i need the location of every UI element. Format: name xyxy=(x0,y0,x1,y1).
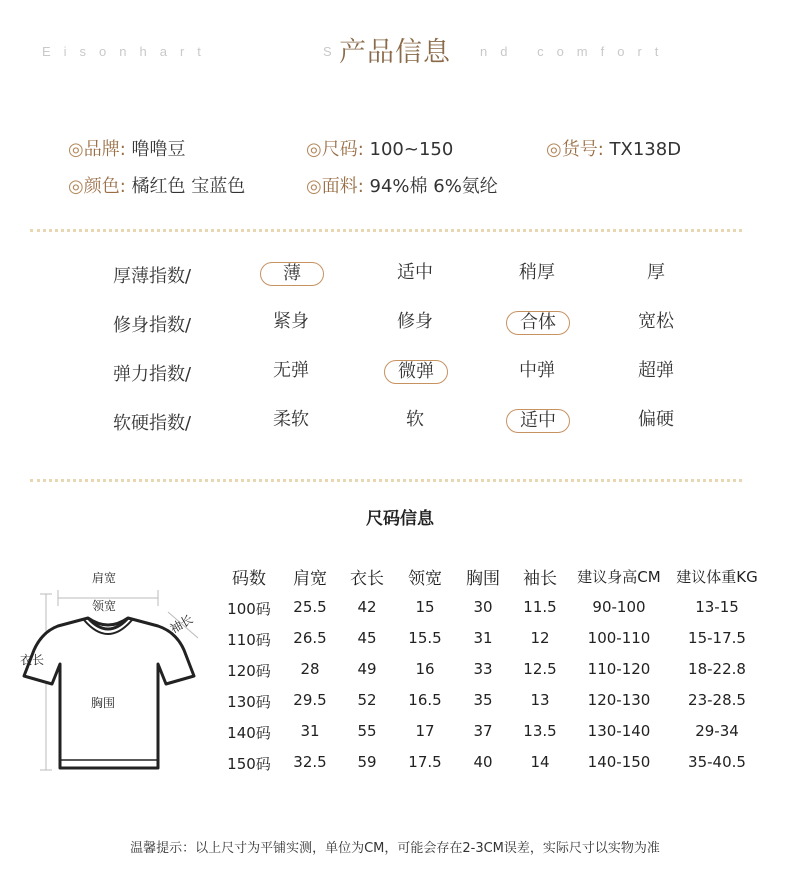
table-header-cell: 袖长 xyxy=(523,569,557,589)
ring-icon: ◎ xyxy=(306,139,322,160)
index-option-selected: 薄 xyxy=(260,262,324,286)
table-cell: 28 xyxy=(300,660,320,678)
index-option: 适中 xyxy=(397,262,433,283)
table-cell: 130-140 xyxy=(587,722,651,740)
index-label: 弹力指数/ xyxy=(113,364,192,385)
table-cell: 40 xyxy=(473,753,493,771)
chest-label: 胸围 xyxy=(91,696,116,710)
index-option: 宽松 xyxy=(638,311,674,332)
sku-value: TX138D xyxy=(609,139,682,160)
index-option: 超弹 xyxy=(638,360,674,381)
table-cell: 35-40.5 xyxy=(688,753,746,771)
table-cell: 30 xyxy=(473,598,493,616)
footer-note: 温馨提示：以上尺寸为平铺实测，单位为CM，可能会存在2-3CM误差，实际尺寸以实物为准 xyxy=(130,841,660,856)
index-option: 柔软 xyxy=(273,409,309,430)
index-option: 厚 xyxy=(647,262,665,283)
table-cell: 26.5 xyxy=(293,629,327,647)
table-cell: 15 xyxy=(415,598,435,616)
table-cell: 15.5 xyxy=(408,629,442,647)
sku-label: 货号 xyxy=(561,139,598,160)
table-header-cell: 胸围 xyxy=(466,569,500,589)
table-cell: 52 xyxy=(357,691,377,709)
ring-icon: ◎ xyxy=(68,176,84,197)
table-cell: 32.5 xyxy=(293,753,327,771)
index-option: 修身 xyxy=(397,311,433,332)
ring-icon: ◎ xyxy=(306,176,322,197)
index-option: 无弹 xyxy=(273,360,309,381)
table-cell: 37 xyxy=(473,722,493,740)
table-header-cell: 衣长 xyxy=(350,569,384,589)
material-value: 94%棉 6%氨纶 xyxy=(369,176,498,197)
table-cell: 13-15 xyxy=(695,598,739,616)
table-cell: 100-110 xyxy=(587,629,651,647)
table-cell: 110码 xyxy=(227,631,271,649)
table-cell: 29.5 xyxy=(293,691,327,709)
index-option: 稍厚 xyxy=(519,262,555,283)
size-label: 尺码 xyxy=(321,139,358,160)
bg-brand-text-left: Eisonhart xyxy=(42,44,214,59)
index-option: 中弹 xyxy=(519,360,555,381)
color-label: 颜色 xyxy=(83,176,120,197)
index-option-selected: 适中 xyxy=(506,409,570,433)
table-cell: 45 xyxy=(357,629,377,647)
table-cell: 12 xyxy=(530,629,550,647)
index-label: 修身指数/ xyxy=(113,315,192,336)
table-cell: 14 xyxy=(530,753,550,771)
index-option-selected: 合体 xyxy=(506,311,570,335)
size-section-title: 尺码信息 xyxy=(366,509,434,529)
table-cell: 120-130 xyxy=(587,691,651,709)
table-cell: 31 xyxy=(473,629,493,647)
table-cell: 59 xyxy=(357,753,377,771)
ring-icon: ◎ xyxy=(68,139,84,160)
table-cell: 55 xyxy=(357,722,377,740)
dotted-divider xyxy=(30,479,742,482)
index-label: 软硬指数/ xyxy=(113,413,192,434)
tshirt-diagram xyxy=(8,560,218,785)
index-option-selected: 微弹 xyxy=(384,360,448,384)
bg-brand-text-right: nd comfort xyxy=(480,44,672,59)
bg-brand-letter: S xyxy=(323,44,345,59)
table-cell: 16.5 xyxy=(408,691,442,709)
collar-label: 领宽 xyxy=(92,599,117,613)
table-cell: 140码 xyxy=(227,724,271,742)
table-cell: 33 xyxy=(473,660,493,678)
table-cell: 17 xyxy=(415,722,435,740)
table-header-cell: 建议体重KG xyxy=(676,568,758,586)
sleeve-label: 袖长 xyxy=(167,611,196,637)
table-cell: 17.5 xyxy=(408,753,442,771)
table-cell: 130码 xyxy=(227,693,271,711)
table-header-cell: 建议身高CM xyxy=(577,568,661,586)
shoulder-label: 肩宽 xyxy=(92,571,117,585)
table-header-cell: 领宽 xyxy=(408,569,442,589)
table-cell: 23-28.5 xyxy=(688,691,746,709)
table-cell: 90-100 xyxy=(592,598,646,616)
table-cell: 25.5 xyxy=(293,598,327,616)
table-cell: 100码 xyxy=(227,600,271,618)
brand-value: 噜噜豆 xyxy=(131,139,186,160)
table-cell: 49 xyxy=(357,660,377,678)
table-cell: 12.5 xyxy=(523,660,557,678)
length-label: 衣长 xyxy=(20,653,45,667)
tshirt-outline xyxy=(24,618,194,768)
table-cell: 35 xyxy=(473,691,493,709)
table-cell: 150码 xyxy=(227,755,271,773)
table-cell: 15-17.5 xyxy=(688,629,746,647)
table-cell: 13.5 xyxy=(523,722,557,740)
color-value: 橘红色 宝蓝色 xyxy=(131,176,246,197)
table-cell: 140-150 xyxy=(587,753,651,771)
ring-icon: ◎ xyxy=(546,139,562,160)
index-label: 厚薄指数/ xyxy=(113,266,192,287)
dotted-divider xyxy=(30,229,742,232)
table-cell: 13 xyxy=(530,691,550,709)
index-option: 软 xyxy=(406,409,424,430)
material-label: 面料 xyxy=(321,176,358,197)
size-value: 100~150 xyxy=(369,139,454,160)
table-cell: 11.5 xyxy=(523,598,557,616)
brand-label: 品牌 xyxy=(83,139,120,160)
info-size: ◎尺码: 100~150 xyxy=(306,139,454,160)
table-cell: 31 xyxy=(300,722,320,740)
index-option: 偏硬 xyxy=(638,409,674,430)
info-sku: ◎货号: TX138D xyxy=(546,139,682,160)
table-cell: 18-22.8 xyxy=(688,660,746,678)
table-cell: 16 xyxy=(415,660,435,678)
table-cell: 42 xyxy=(357,598,377,616)
index-option: 紧身 xyxy=(273,311,309,332)
page-title: 产品信息 xyxy=(339,37,451,68)
table-cell: 29-34 xyxy=(695,722,739,740)
info-color: ◎颜色: 橘红色 宝蓝色 xyxy=(68,176,246,197)
info-material: ◎面料: 94%棉 6%氨纶 xyxy=(306,176,498,197)
table-cell: 120码 xyxy=(227,662,271,680)
table-cell: 110-120 xyxy=(587,660,651,678)
info-brand: ◎品牌: 噜噜豆 xyxy=(68,139,186,160)
table-header-cell: 肩宽 xyxy=(293,569,327,589)
table-header-cell: 码数 xyxy=(232,569,266,589)
